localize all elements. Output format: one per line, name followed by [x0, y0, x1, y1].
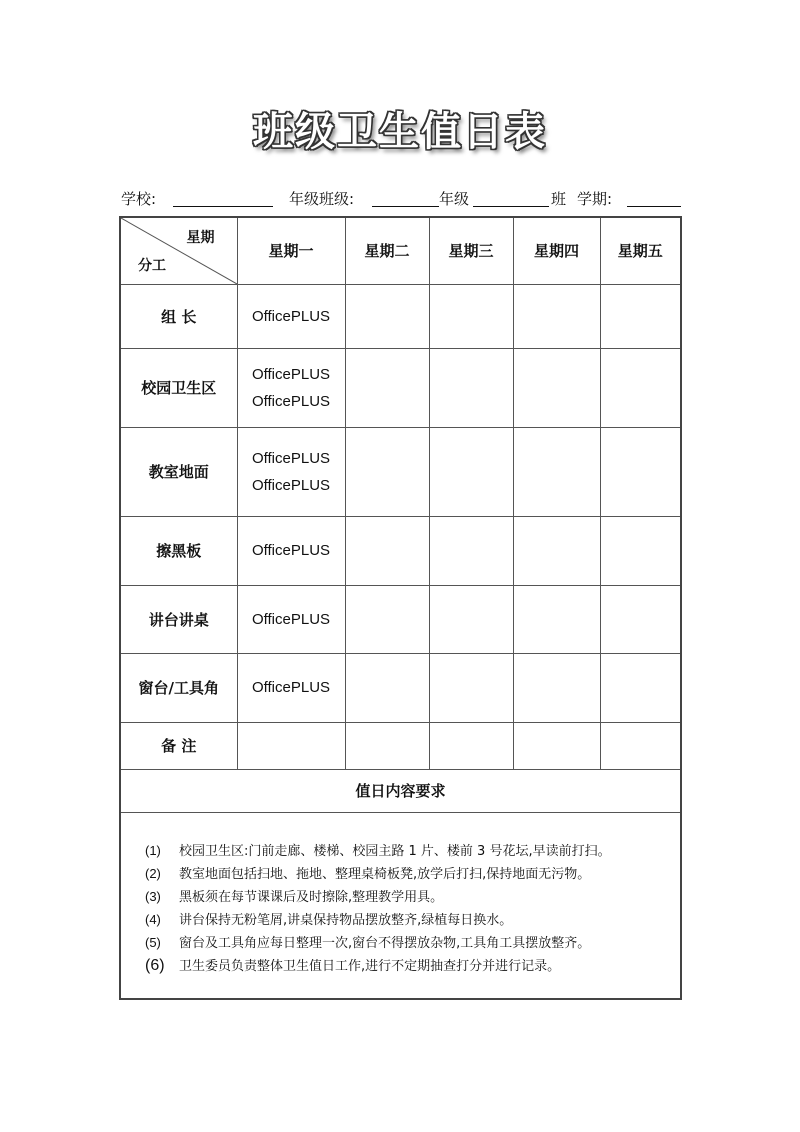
duty-name: OfficePLUS — [251, 365, 331, 383]
list-item — [145, 931, 680, 954]
table-row — [121, 516, 680, 585]
duty-cell-wednesday[interactable] — [429, 284, 513, 348]
remarks-cell-tuesday[interactable] — [345, 722, 429, 769]
duty-cell-thursday[interactable] — [513, 585, 600, 653]
table-row — [121, 585, 680, 653]
duty-sheet — [119, 216, 682, 1000]
item-text: 黑板须在每节课课后及时擦除,整理教学用具。 — [179, 889, 444, 905]
row-label: 讲台讲桌 — [121, 585, 237, 653]
row-label: 教室地面 — [121, 427, 237, 516]
day-header-tuesday: 星期二 — [345, 218, 429, 284]
duty-cell-wednesday[interactable] — [429, 427, 513, 516]
duty-cell-thursday[interactable] — [513, 653, 600, 722]
term-blank[interactable] — [627, 206, 681, 207]
duty-cell-monday[interactable] — [237, 516, 345, 585]
duty-cell-tuesday[interactable] — [345, 427, 429, 516]
duty-name: OfficePLUS — [251, 449, 331, 467]
duty-cell-tuesday[interactable] — [345, 284, 429, 348]
duty-cell-thursday[interactable] — [513, 427, 600, 516]
duty-name: OfficePLUS — [251, 610, 331, 628]
requirements-list — [121, 813, 680, 977]
day-header-friday: 星期五 — [600, 218, 680, 284]
page-title: 班级卫生值日表 — [253, 109, 547, 155]
duty-cell-thursday[interactable] — [513, 284, 600, 348]
row-label: 组 长 — [121, 284, 237, 348]
duty-cell-thursday[interactable] — [513, 348, 600, 427]
item-text: 卫生委员负责整体卫生值日工作,进行不定期抽查打分并进行记录。 — [179, 958, 561, 974]
item-text: 窗台及工具角应每日整理一次,窗台不得摆放杂物,工具角工具摆放整齐。 — [179, 935, 591, 951]
item-text: 校园卫生区:门前走廊、楼梯、校园主路 1 片、楼前 3 号花坛,早读前打扫。 — [179, 843, 611, 859]
remarks-cell-friday[interactable] — [600, 722, 680, 769]
grade-label: 年级 — [439, 190, 470, 208]
row-label: 擦黑板 — [121, 516, 237, 585]
table-row — [121, 722, 680, 769]
row-label: 备 注 — [121, 722, 237, 769]
remarks-cell-monday[interactable] — [237, 722, 345, 769]
list-item — [145, 885, 680, 908]
day-header-wednesday: 星期三 — [429, 218, 513, 284]
duty-cell-friday[interactable] — [600, 585, 680, 653]
item-number: (2) — [145, 865, 161, 881]
table-row — [121, 427, 680, 516]
item-number: (3) — [145, 888, 161, 904]
duty-cell-monday[interactable] — [237, 427, 345, 516]
duty-name: OfficePLUS — [251, 679, 331, 696]
duty-name: OfficePLUS — [251, 542, 331, 559]
corner-task-label: 分工 — [138, 257, 166, 274]
info-row — [121, 186, 683, 212]
list-item — [145, 839, 680, 862]
list-item — [145, 908, 680, 931]
duty-name: OfficePLUS — [251, 476, 331, 494]
duty-cell-monday[interactable] — [237, 348, 345, 427]
corner-weekday-label: 星期 — [186, 230, 215, 246]
duty-cell-monday[interactable] — [237, 284, 345, 348]
day-header-monday: 星期一 — [237, 218, 345, 284]
duty-cell-wednesday[interactable] — [429, 516, 513, 585]
duty-name: OfficePLUS — [251, 392, 331, 410]
item-number: (5) — [145, 934, 161, 950]
duty-cell-wednesday[interactable] — [429, 348, 513, 427]
school-blank[interactable] — [173, 206, 273, 207]
table-row — [121, 653, 680, 722]
table-row — [121, 284, 680, 348]
remarks-cell-wednesday[interactable] — [429, 722, 513, 769]
term-label: 学期: — [577, 190, 613, 208]
duty-cell-friday[interactable] — [600, 427, 680, 516]
header-row — [121, 218, 680, 284]
duty-cell-wednesday[interactable] — [429, 653, 513, 722]
item-text: 教室地面包括扫地、拖地、整理桌椅板凳,放学后打扫,保持地面无污物。 — [179, 866, 591, 882]
duty-cell-thursday[interactable] — [513, 516, 600, 585]
item-text: 讲台保持无粉笔屑,讲桌保持物品摆放整齐,绿植每日换水。 — [179, 912, 513, 928]
grade-blank[interactable] — [372, 206, 439, 207]
remarks-cell-thursday[interactable] — [513, 722, 600, 769]
corner-cell — [121, 218, 237, 284]
duty-cell-monday[interactable] — [237, 653, 345, 722]
duty-cell-friday[interactable] — [600, 653, 680, 722]
item-number: (4) — [145, 911, 161, 927]
duty-cell-monday[interactable] — [237, 585, 345, 653]
row-label: 窗台/工具角 — [121, 653, 237, 722]
list-item — [145, 954, 680, 977]
grade-class-label: 年级班级: — [289, 190, 355, 208]
duty-cell-wednesday[interactable] — [429, 585, 513, 653]
duty-cell-friday[interactable] — [600, 348, 680, 427]
item-number: (6) — [145, 956, 165, 974]
duty-cell-tuesday[interactable] — [345, 585, 429, 653]
duty-cell-friday[interactable] — [600, 284, 680, 348]
class-label: 班 — [551, 190, 567, 208]
table-row — [121, 348, 680, 427]
school-label: 学校: — [121, 190, 157, 208]
requirements-title: 值日内容要求 — [121, 770, 680, 813]
duty-cell-tuesday[interactable] — [345, 653, 429, 722]
duty-table — [121, 218, 680, 770]
day-header-thursday: 星期四 — [513, 218, 600, 284]
duty-cell-tuesday[interactable] — [345, 348, 429, 427]
duty-cell-friday[interactable] — [600, 516, 680, 585]
class-blank[interactable] — [473, 206, 549, 207]
item-number: (1) — [145, 842, 161, 858]
list-item — [145, 862, 680, 885]
duty-cell-tuesday[interactable] — [345, 516, 429, 585]
row-label: 校园卫生区 — [121, 348, 237, 427]
duty-name: OfficePLUS — [251, 307, 331, 325]
